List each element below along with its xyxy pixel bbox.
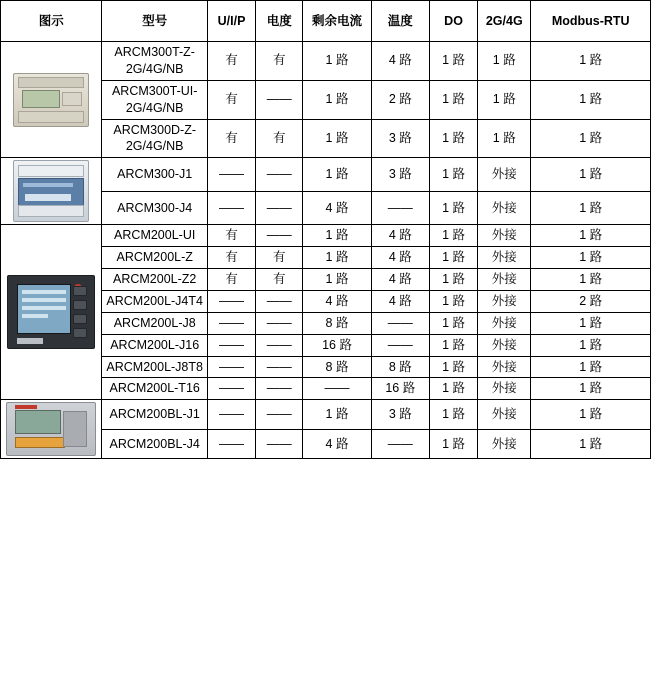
value-temp: 8 路 xyxy=(371,356,429,378)
model-name: ARCM300-J1 xyxy=(102,158,207,192)
value-uip: 有 xyxy=(207,42,255,81)
value-modbus: 1 路 xyxy=(531,378,651,400)
table-header-row xyxy=(1,1,651,42)
value-uip: 有 xyxy=(207,225,255,247)
value-net: 外接 xyxy=(478,191,531,225)
value-uip: —— xyxy=(207,290,255,312)
table-row xyxy=(1,400,651,430)
value-modbus: 2 路 xyxy=(531,290,651,312)
value-residual: 1 路 xyxy=(303,80,371,119)
value-residual: 16 路 xyxy=(303,334,371,356)
value-do: 1 路 xyxy=(429,80,477,119)
value-uip: 有 xyxy=(207,247,255,269)
value-temp: 3 路 xyxy=(371,158,429,192)
value-residual: —— xyxy=(303,378,371,400)
value-do: 1 路 xyxy=(429,429,477,459)
value-net: 外接 xyxy=(478,429,531,459)
value-temp: —— xyxy=(371,191,429,225)
value-do: 1 路 xyxy=(429,334,477,356)
value-residual: 1 路 xyxy=(303,119,371,158)
value-residual: 1 路 xyxy=(303,400,371,430)
value-modbus: 1 路 xyxy=(531,247,651,269)
column-header-temperature: 温度 xyxy=(371,1,429,42)
value-do: 1 路 xyxy=(429,290,477,312)
value-do: 1 路 xyxy=(429,247,477,269)
value-uip: —— xyxy=(207,378,255,400)
value-do: 1 路 xyxy=(429,225,477,247)
value-do: 1 路 xyxy=(429,356,477,378)
value-modbus: 1 路 xyxy=(531,225,651,247)
value-net: 外接 xyxy=(478,334,531,356)
value-modbus: 1 路 xyxy=(531,119,651,158)
value-temp: 4 路 xyxy=(371,247,429,269)
device-image-cell-2 xyxy=(1,158,102,225)
value-modbus: 1 路 xyxy=(531,312,651,334)
value-uip: 有 xyxy=(207,119,255,158)
value-net: 外接 xyxy=(478,225,531,247)
value-kwh: —— xyxy=(256,158,303,192)
value-do: 1 路 xyxy=(429,312,477,334)
column-header-residual-current: 剩余电流 xyxy=(303,1,371,42)
value-uip: —— xyxy=(207,400,255,430)
value-residual: 8 路 xyxy=(303,312,371,334)
value-uip: —— xyxy=(207,191,255,225)
value-uip: 有 xyxy=(207,80,255,119)
model-name: ARCM200L-J4T4 xyxy=(102,290,207,312)
value-residual: 4 路 xyxy=(303,290,371,312)
value-kwh: 有 xyxy=(256,269,303,291)
value-temp: 3 路 xyxy=(371,119,429,158)
value-temp: 4 路 xyxy=(371,225,429,247)
column-header-network: 2G/4G xyxy=(478,1,531,42)
value-kwh: 有 xyxy=(256,119,303,158)
value-temp: 3 路 xyxy=(371,400,429,430)
value-uip: —— xyxy=(207,334,255,356)
panel-meter-light-icon xyxy=(6,402,96,456)
device-image-cell-1 xyxy=(1,42,102,158)
model-name: ARCM200BL-J4 xyxy=(102,429,207,459)
model-name: ARCM200L-J8 xyxy=(102,312,207,334)
model-name: ARCM200L-T16 xyxy=(102,378,207,400)
value-uip: —— xyxy=(207,158,255,192)
value-net: 外接 xyxy=(478,400,531,430)
panel-meter-dark-icon xyxy=(7,275,95,349)
value-do: 1 路 xyxy=(429,191,477,225)
value-kwh: —— xyxy=(256,290,303,312)
value-modbus: 1 路 xyxy=(531,356,651,378)
value-net: 外接 xyxy=(478,356,531,378)
value-kwh: —— xyxy=(256,378,303,400)
value-modbus: 1 路 xyxy=(531,191,651,225)
value-modbus: 1 路 xyxy=(531,429,651,459)
value-do: 1 路 xyxy=(429,119,477,158)
column-header-model: 型号 xyxy=(102,1,207,42)
table-row xyxy=(1,42,651,81)
value-kwh: —— xyxy=(256,400,303,430)
model-name: ARCM200BL-J1 xyxy=(102,400,207,430)
value-kwh: 有 xyxy=(256,247,303,269)
model-name: ARCM300D-Z-2G/4G/NB xyxy=(102,119,207,158)
value-temp: 4 路 xyxy=(371,269,429,291)
value-kwh: —— xyxy=(256,429,303,459)
value-temp: —— xyxy=(371,429,429,459)
model-name: ARCM200L-Z2 xyxy=(102,269,207,291)
model-name: ARCM200L-J16 xyxy=(102,334,207,356)
model-name: ARCM200L-Z xyxy=(102,247,207,269)
column-header-kwh: 电度 xyxy=(256,1,303,42)
din-rail-blue-module-icon xyxy=(13,160,89,222)
model-name: ARCM200L-UI xyxy=(102,225,207,247)
column-header-image: 图示 xyxy=(1,1,102,42)
column-header-uip: U/I/P xyxy=(207,1,255,42)
value-net: 1 路 xyxy=(478,80,531,119)
value-uip: 有 xyxy=(207,269,255,291)
value-net: 1 路 xyxy=(478,119,531,158)
value-net: 外接 xyxy=(478,158,531,192)
value-residual: 1 路 xyxy=(303,269,371,291)
model-name: ARCM200L-J8T8 xyxy=(102,356,207,378)
value-residual: 1 路 xyxy=(303,42,371,81)
value-residual: 1 路 xyxy=(303,158,371,192)
value-net: 外接 xyxy=(478,312,531,334)
model-name: ARCM300-J4 xyxy=(102,191,207,225)
value-modbus: 1 路 xyxy=(531,80,651,119)
value-net: 1 路 xyxy=(478,42,531,81)
value-residual: 8 路 xyxy=(303,356,371,378)
value-modbus: 1 路 xyxy=(531,334,651,356)
value-residual: 4 路 xyxy=(303,191,371,225)
value-temp: 16 路 xyxy=(371,378,429,400)
value-temp: —— xyxy=(371,334,429,356)
value-modbus: 1 路 xyxy=(531,269,651,291)
table-row xyxy=(1,225,651,247)
value-uip: —— xyxy=(207,312,255,334)
value-temp: 4 路 xyxy=(371,42,429,81)
value-kwh: —— xyxy=(256,225,303,247)
table-row xyxy=(1,158,651,192)
device-image-cell-3 xyxy=(1,225,102,400)
value-modbus: 1 路 xyxy=(531,158,651,192)
value-residual: 4 路 xyxy=(303,429,371,459)
value-kwh: —— xyxy=(256,356,303,378)
value-do: 1 路 xyxy=(429,400,477,430)
column-header-do: DO xyxy=(429,1,477,42)
column-header-modbus-rtu: Modbus-RTU xyxy=(531,1,651,42)
value-net: 外接 xyxy=(478,247,531,269)
value-net: 外接 xyxy=(478,378,531,400)
value-kwh: —— xyxy=(256,80,303,119)
device-image-cell-4 xyxy=(1,400,102,459)
value-temp: —— xyxy=(371,312,429,334)
value-kwh: 有 xyxy=(256,42,303,81)
value-do: 1 路 xyxy=(429,42,477,81)
value-do: 1 路 xyxy=(429,269,477,291)
value-do: 1 路 xyxy=(429,378,477,400)
value-net: 外接 xyxy=(478,290,531,312)
value-do: 1 路 xyxy=(429,158,477,192)
din-rail-beige-module-icon xyxy=(13,73,89,127)
value-residual: 1 路 xyxy=(303,247,371,269)
value-modbus: 1 路 xyxy=(531,42,651,81)
model-name: ARCM300T-UI-2G/4G/NB xyxy=(102,80,207,119)
value-kwh: —— xyxy=(256,312,303,334)
value-uip: —— xyxy=(207,356,255,378)
value-net: 外接 xyxy=(478,269,531,291)
value-modbus: 1 路 xyxy=(531,400,651,430)
value-kwh: —— xyxy=(256,334,303,356)
value-uip: —— xyxy=(207,429,255,459)
value-temp: 4 路 xyxy=(371,290,429,312)
value-temp: 2 路 xyxy=(371,80,429,119)
model-name: ARCM300T-Z-2G/4G/NB xyxy=(102,42,207,81)
value-residual: 1 路 xyxy=(303,225,371,247)
value-kwh: —— xyxy=(256,191,303,225)
